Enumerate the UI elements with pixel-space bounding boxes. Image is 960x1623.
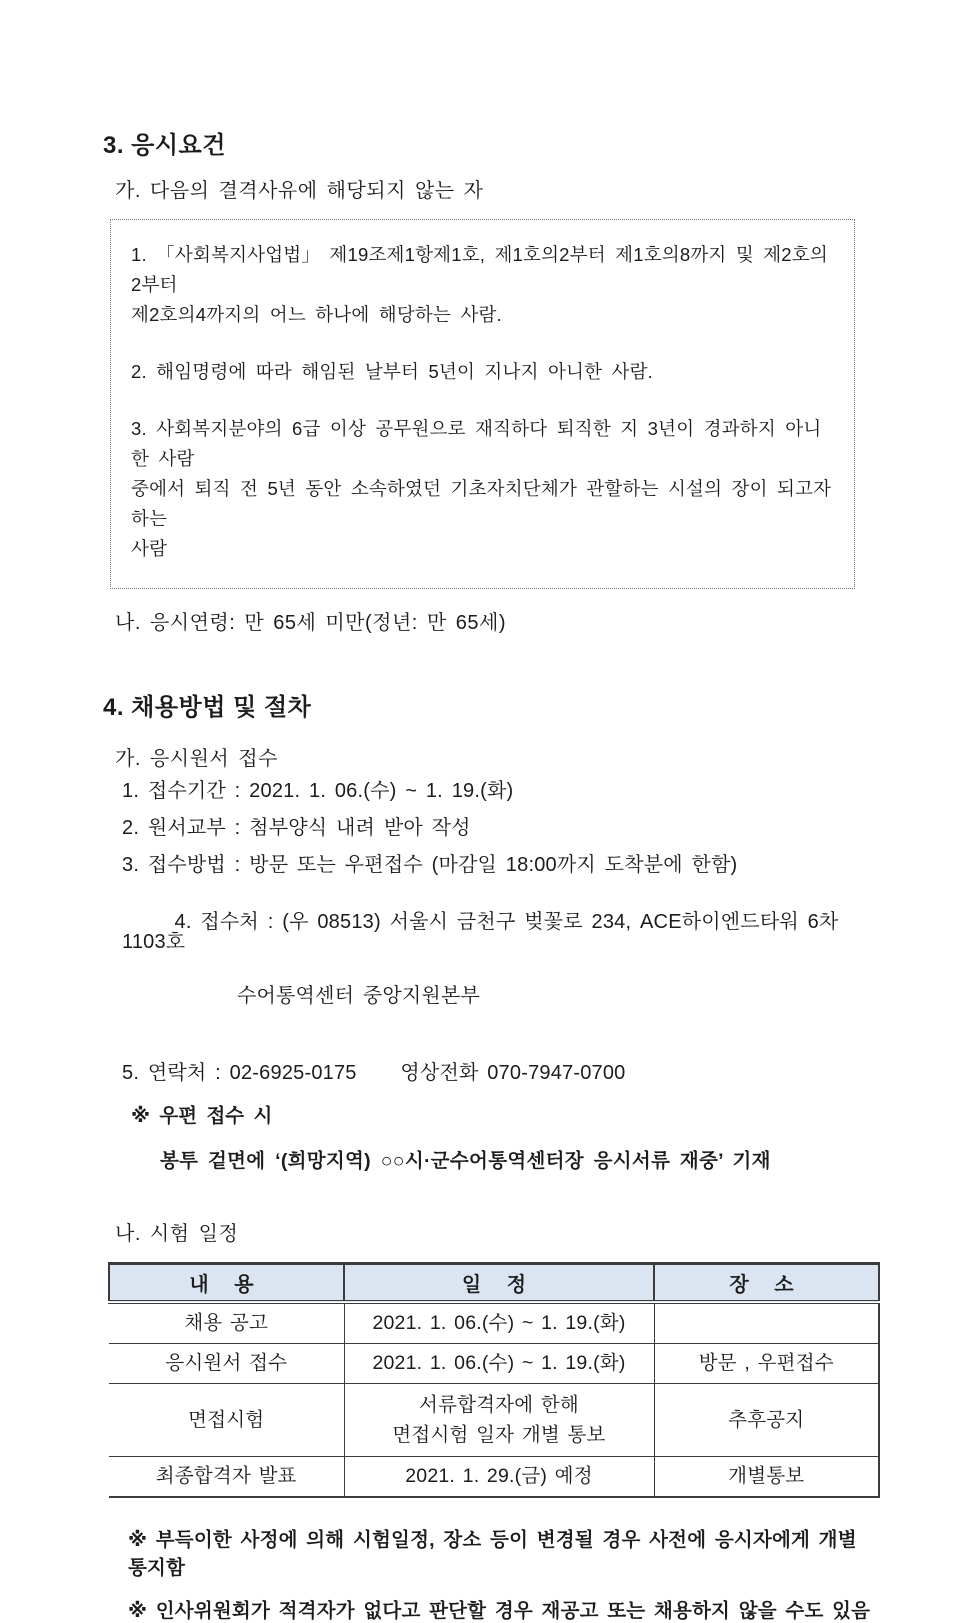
section-4-heading: 4. 채용방법 및 절차 bbox=[103, 693, 312, 721]
list-item bbox=[122, 781, 875, 801]
item-text: 5. 연락처 : 02-6925-0175 영상전화 070-7947-0700 bbox=[122, 1061, 626, 1084]
cell-date: 2021. 1. 06.(수) ~ 1. 19.(화) bbox=[344, 1343, 654, 1383]
item-text: 3. 접수방법 : 방문 또는 우편접수 (마감일 18:00까지 도착분에 한함) bbox=[122, 853, 738, 876]
cell-content: 최종합격자 발표 bbox=[109, 1456, 344, 1497]
cell-date: 서류합격자에 한해 면접시험 일자 개별 통보 bbox=[344, 1383, 654, 1456]
table-row bbox=[109, 1456, 879, 1497]
section-3-heading: 3. 응시요건 bbox=[103, 132, 226, 159]
list-item bbox=[122, 855, 875, 875]
disqualification-item-3: 3. 사회복지분야의 6급 이상 공무원으로 재직하다 퇴직한 지 3년이 경과하지 아니한 사람 중에서 퇴직 전 5년 동안 소속하였던 기초자치단체가 관할하는 시설의 장이 되고자 하는 사람 bbox=[131, 417, 832, 559]
section-3-sub-b: 나. 응시연령: 만 65세 미만(정년: 만 65세) bbox=[115, 611, 506, 634]
cell-date: 2021. 1. 29.(금) 예정 bbox=[344, 1456, 654, 1497]
disqualification-item-2: 2. 해임명령에 따라 해임된 날부터 5년이 지나지 아니한 사람. bbox=[131, 360, 654, 382]
list-item bbox=[122, 818, 875, 838]
item-text: 2. 원서교부 : 첨부양식 내려 받아 작성 bbox=[122, 816, 471, 839]
cell-date: 2021. 1. 06.(수) ~ 1. 19.(화) bbox=[344, 1302, 654, 1344]
section-3-sub-a: 가. 다음의 결격사유에 해당되지 않는 자 bbox=[115, 180, 484, 202]
disqualification-box bbox=[110, 219, 855, 589]
cell-place: 방문 , 우편접수 bbox=[654, 1343, 879, 1383]
table-header-row bbox=[109, 1263, 879, 1302]
table-row bbox=[109, 1383, 879, 1456]
item-text: 4. 접수처 : (우 08513) 서울시 금천구 벚꽃로 234, ACE하이엔드타워 6차 1103호 bbox=[122, 910, 848, 953]
list-item bbox=[122, 1063, 875, 1083]
table-row bbox=[109, 1343, 879, 1383]
schedule-sub-heading: 나. 시험 일정 bbox=[115, 1222, 239, 1245]
header-cell-place: 장 소 bbox=[654, 1263, 879, 1302]
footnote-2: ※ 인사위원회가 적격자가 없다고 판단할 경우 재공고 또는 채용하지 않을 수도 있음 bbox=[128, 1599, 871, 1622]
cell-place: 개별통보 bbox=[654, 1456, 879, 1497]
exam-schedule-table bbox=[108, 1262, 880, 1498]
cell-content: 응시원서 접수 bbox=[109, 1343, 344, 1383]
cell-place: 추후공지 bbox=[654, 1383, 879, 1456]
disqualification-item-1: 1. 「사회복지사업법」 제19조제1항제1호, 제1호의2부터 제1호의8까지 및 제2호의2부터 제2호의4까지의 어느 하나에 해당하는 사람. bbox=[131, 244, 828, 325]
item-text-continuation: 수어통역센터 중앙지원본부 bbox=[237, 984, 480, 1007]
header-cell-content: 내 용 bbox=[109, 1263, 344, 1302]
application-item-list bbox=[122, 781, 875, 1083]
mail-note-body: 봉투 겉면에 ‘(희망지역) ○○시·군수어통역센터장 응시서류 재중’ 기재 bbox=[160, 1149, 771, 1172]
table-row bbox=[109, 1302, 879, 1344]
footnotes bbox=[103, 1524, 875, 1623]
cell-content: 채용 공고 bbox=[109, 1302, 344, 1344]
list-item bbox=[122, 892, 875, 1046]
footnote-1: ※ 부득이한 사정에 의해 시험일정, 장소 등이 변경될 경우 사전에 응시자에게 개별 통지함 bbox=[128, 1528, 857, 1579]
cell-content: 면접시험 bbox=[109, 1383, 344, 1456]
mail-note-title: ※ 우편 접수 시 bbox=[131, 1104, 273, 1127]
header-cell-date: 일 정 bbox=[344, 1263, 654, 1302]
cell-place bbox=[654, 1302, 879, 1344]
application-sub-heading: 가. 응시원서 접수 bbox=[115, 747, 278, 770]
item-text: 1. 접수기간 : 2021. 1. 06.(수) ~ 1. 19.(화) bbox=[122, 779, 514, 802]
